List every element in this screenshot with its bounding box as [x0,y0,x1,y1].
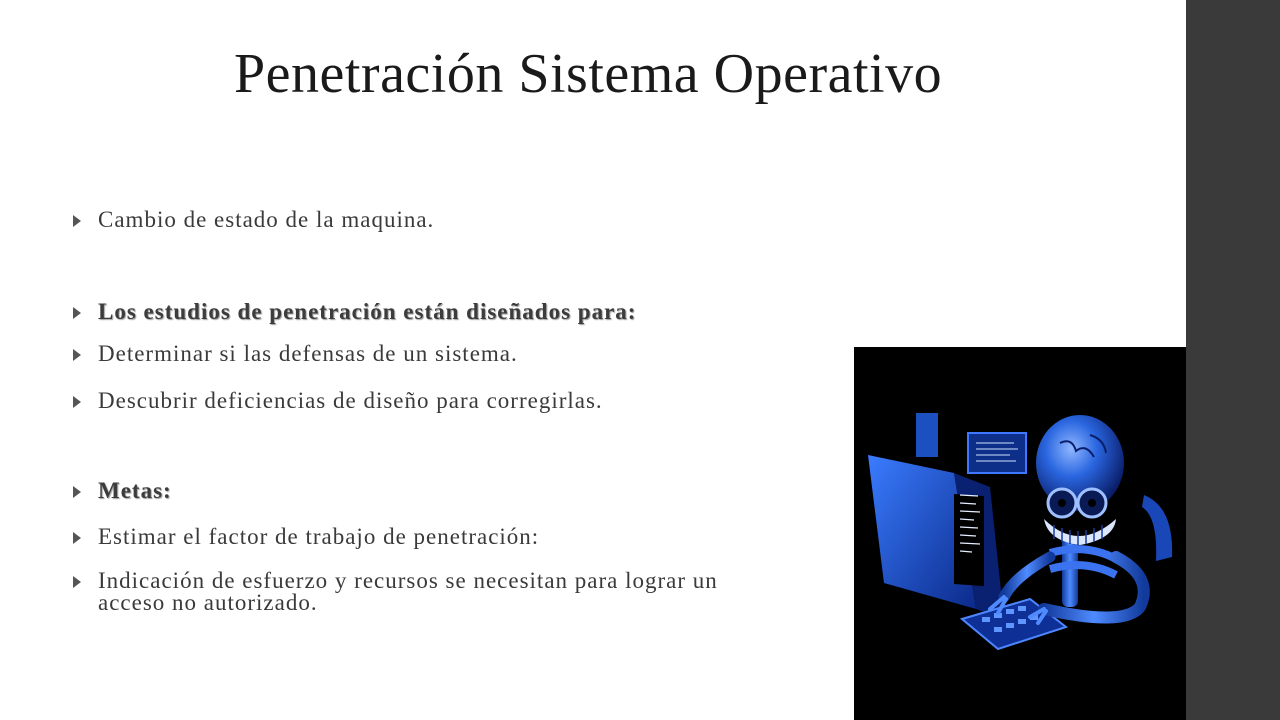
bullet-item [72,301,832,325]
bullet-item [72,343,832,367]
skeleton-hacker-image [854,347,1186,720]
bullet-item [72,526,832,550]
bullet-item [72,480,832,504]
bullet-text: Metas: [98,478,172,503]
triangle-right-icon [72,526,98,550]
triangle-right-icon [72,343,98,367]
triangle-right-icon [72,570,98,594]
triangle-right-icon [72,390,98,414]
side-bar [1186,0,1280,720]
bullet-text: Descubrir deficiencias de diseño para corregirlas. [98,388,603,413]
bullet-item [72,390,832,414]
bullet-item [72,209,832,233]
triangle-right-icon [72,301,98,325]
triangle-right-icon [72,480,98,504]
slide-title: Penetración Sistema Operativo [234,43,943,105]
bullet-text: Los estudios de penetración están diseñados para: [98,299,637,324]
bullet-text: Determinar si las defensas de un sistema. [98,341,518,366]
bullet-text: Indicación de esfuerzo y recursos se necesitan para lograr un acceso no autorizado. [98,568,718,615]
bullet-text: Cambio de estado de la maquina. [98,207,435,232]
triangle-right-icon [72,209,98,233]
bullet-item [72,570,772,614]
bullet-text: Estimar el factor de trabajo de penetración: [98,524,540,549]
